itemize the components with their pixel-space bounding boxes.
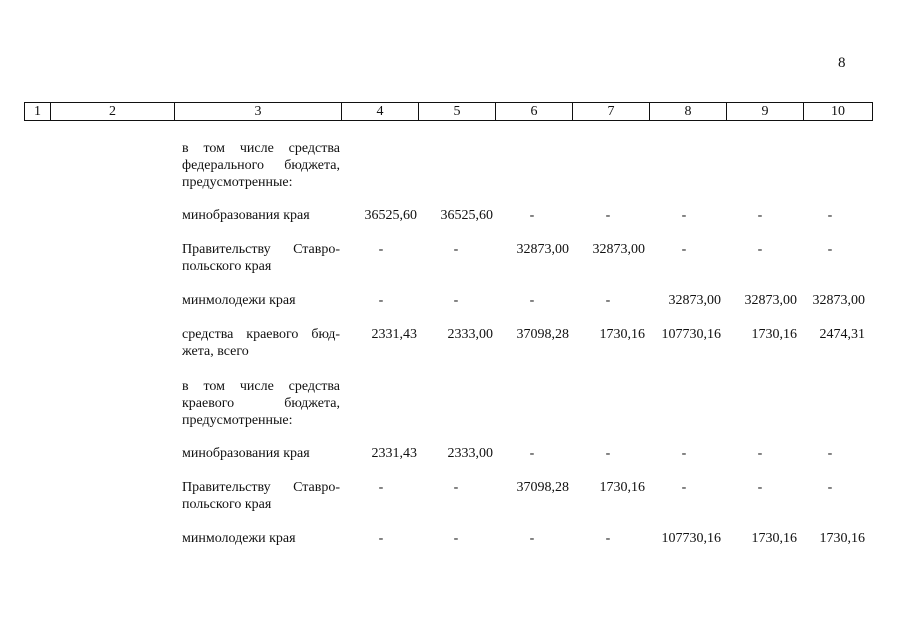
cell-col-8: -: [681, 480, 687, 495]
row-label: [182, 241, 340, 275]
cell-col-7: -: [605, 208, 611, 223]
cell-col-5: -: [453, 480, 459, 495]
row-label-line: Правительству Ставро-: [182, 480, 340, 495]
cell-col-6: -: [529, 531, 535, 546]
cell-col-8: 107730,16: [661, 327, 721, 342]
cell-col-10: 2474,31: [819, 327, 865, 342]
cell-col-6: 37098,28: [516, 327, 569, 342]
cell-col-10: 32873,00: [812, 293, 865, 308]
header-col-9: 9: [727, 103, 804, 121]
cell-col-9: 1730,16: [751, 531, 797, 546]
cell-col-10: -: [827, 446, 833, 461]
cell-col-4: 2331,43: [371, 446, 417, 461]
cell-col-7: 32873,00: [592, 242, 645, 257]
row-label-line: жета, всего: [182, 344, 249, 359]
header-col-3: 3: [175, 103, 342, 121]
header-col-6: 6: [496, 103, 573, 121]
row-label: минмолодежи края: [182, 293, 296, 308]
cell-col-6: -: [529, 293, 535, 308]
cell-col-7: -: [605, 293, 611, 308]
cell-col-8: 32873,00: [668, 293, 721, 308]
cell-col-9: -: [757, 480, 763, 495]
cell-col-4: -: [378, 293, 384, 308]
cell-col-4: 36525,60: [364, 208, 417, 223]
cell-col-7: -: [605, 446, 611, 461]
header-col-8: 8: [650, 103, 727, 121]
cell-col-10: -: [827, 242, 833, 257]
cell-col-4: -: [378, 531, 384, 546]
row-label: минмолодежи края: [182, 531, 296, 546]
header-col-1: 1: [25, 103, 51, 121]
cell-col-10: 1730,16: [819, 531, 865, 546]
cell-col-8: 107730,16: [661, 531, 721, 546]
cell-col-6: -: [529, 446, 535, 461]
cell-col-6: -: [529, 208, 535, 223]
cell-col-4: 2331,43: [371, 327, 417, 342]
cell-col-9: 1730,16: [751, 327, 797, 342]
row-label-line: средства краевого бюд-: [182, 327, 340, 342]
cell-col-10: -: [827, 480, 833, 495]
column-number-header: [24, 102, 873, 121]
page-number: 8: [838, 55, 846, 71]
cell-col-4: -: [378, 480, 384, 495]
cell-col-7: -: [605, 531, 611, 546]
row-label: [182, 479, 340, 513]
row-label: минобразования края: [182, 446, 310, 461]
row-label: минобразования края: [182, 208, 310, 223]
cell-col-5: 2333,00: [447, 327, 493, 342]
cell-col-5: -: [453, 293, 459, 308]
cell-col-7: 1730,16: [599, 327, 645, 342]
row-label-line: Правительству Ставро-: [182, 242, 340, 257]
cell-col-8: -: [681, 208, 687, 223]
cell-col-5: -: [453, 531, 459, 546]
header-col-4: 4: [342, 103, 419, 121]
cell-col-4: -: [378, 242, 384, 257]
header-col-2: 2: [51, 103, 175, 121]
row-label-line: польского края: [182, 497, 272, 512]
cell-col-8: -: [681, 446, 687, 461]
cell-col-9: -: [757, 446, 763, 461]
cell-col-9: 32873,00: [744, 293, 797, 308]
cell-col-6: 37098,28: [516, 480, 569, 495]
cell-col-9: -: [757, 208, 763, 223]
cell-col-8: -: [681, 242, 687, 257]
cell-col-10: -: [827, 208, 833, 223]
cell-col-5: 36525,60: [440, 208, 493, 223]
header-col-7: 7: [573, 103, 650, 121]
row-label: в том числе средства краевого бюджета, предусмотренные:: [182, 379, 340, 428]
header-col-5: 5: [419, 103, 496, 121]
cell-col-5: -: [453, 242, 459, 257]
cell-col-7: 1730,16: [599, 480, 645, 495]
cell-col-9: -: [757, 242, 763, 257]
cell-col-6: 32873,00: [516, 242, 569, 257]
row-label-line: польского края: [182, 259, 272, 274]
cell-col-5: 2333,00: [447, 446, 493, 461]
row-label: [182, 326, 340, 360]
header-col-10: 10: [804, 103, 873, 121]
row-label: в том числе средства федерального бюджета, предусмотренные:: [182, 141, 340, 190]
